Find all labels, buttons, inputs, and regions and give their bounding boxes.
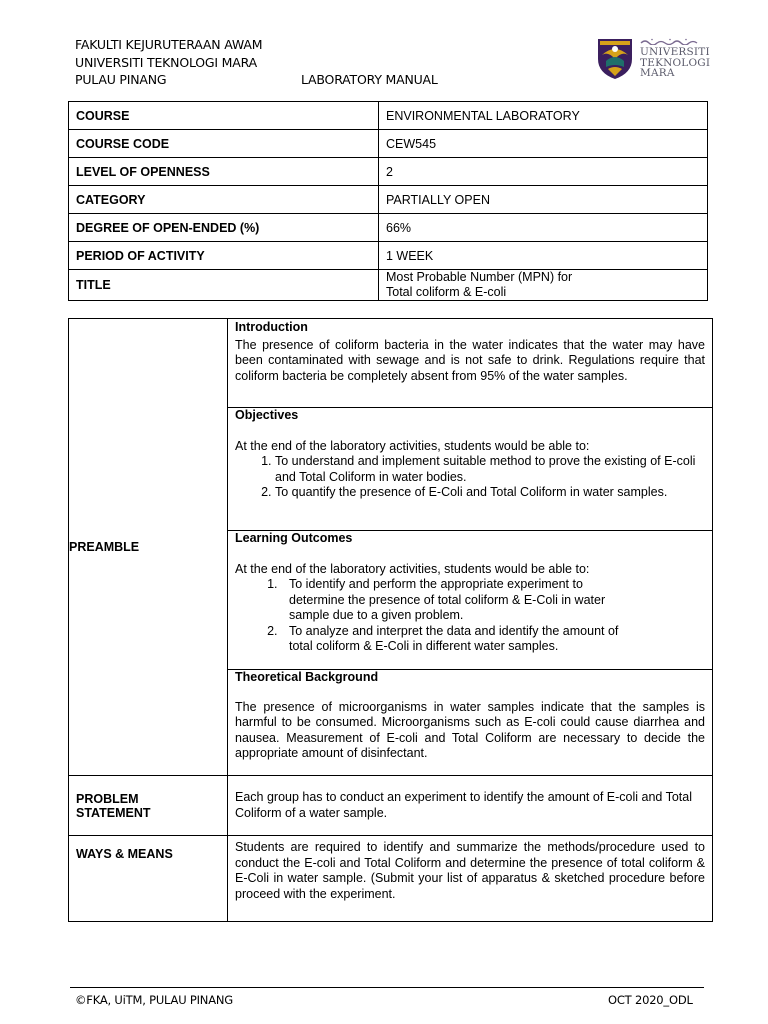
problem-label-line-2: STATEMENT [76, 805, 151, 820]
info-key: COURSE [69, 102, 379, 130]
info-value [379, 270, 708, 301]
ways-row [69, 836, 713, 922]
university-name: UNIVERSITI TEKNOLOGI MARA [75, 54, 257, 70]
learning-outcomes-lead: At the end of the laboratory activities, students would be able to: [235, 561, 590, 576]
objectives-cell [228, 408, 713, 531]
info-value: 1 WEEK [379, 242, 708, 270]
objectives-lead: At the end of the laboratory activities, students would be able to: [235, 438, 590, 453]
problem-label-line-1: PROBLEM [76, 791, 139, 806]
objectives-title: Objectives [235, 408, 299, 422]
info-value: 2 [379, 158, 708, 186]
info-value: PARTIALLY OPEN [379, 186, 708, 214]
info-value: ENVIRONMENTAL LABORATORY [379, 102, 708, 130]
document-type: LABORATORY MANUAL [301, 72, 438, 87]
footer-divider [70, 987, 704, 988]
introduction-row [69, 319, 713, 408]
theory-title: Theoretical Background [235, 670, 379, 684]
info-value: CEW545 [379, 130, 708, 158]
learning-outcome-item: 2. To analyze and interpret the data and identify the amount of total coliform & E-Coli in different water samples. [281, 624, 641, 655]
learning-outcome-item: 1. To identify and perform the appropriate experiment to determine the presence of total coliform & E-Coli in water sample due to a given problem. [281, 577, 641, 624]
lab-content-table [68, 318, 713, 922]
info-key: DEGREE OF OPEN-ENDED (%) [69, 214, 379, 242]
logo-line-1: UNIVERSITI [640, 46, 710, 58]
theory-text: The presence of microorganisms in water samples indicate that the samples is harmful to be consumed. Microorganisms such as E-coli could cause diarrhea and nausea. Measurement of E-coli and Total Coliform are necessary to decide the appropriate amount of disinfectant. [235, 699, 705, 760]
footer-copyright: ©FKA, UiTM, PULAU PINANG [75, 993, 233, 1007]
learning-outcomes-title: Learning Outcomes [235, 531, 353, 545]
introduction-text: The presence of coliform bacteria in the water indicates that the water may have been contaminated with sewage and is not safe to drink. Regulations require that coliform bacteria be completely absent from 95% of the water samples. [235, 337, 705, 383]
logo-line-3: MARA [640, 67, 675, 79]
jawi-script-icon [640, 38, 700, 45]
info-row-period [69, 242, 708, 270]
info-row-category [69, 186, 708, 214]
problem-label [69, 776, 228, 836]
info-key: LEVEL OF OPENNESS [69, 158, 379, 186]
problem-row [69, 776, 713, 836]
info-row-course-code [69, 130, 708, 158]
introduction-cell [228, 319, 713, 408]
objective-item: 1. To understand and implement suitable method to prove the existing of E-coli and Total Coliform in water bodies. [275, 454, 705, 485]
info-key: PERIOD OF ACTIVITY [69, 242, 379, 270]
faculty-name: FAKULTI KEJURUTERAAN AWAM [75, 37, 263, 52]
info-row-title [69, 270, 708, 301]
ways-text: Students are required to identify and summarize the methods/procedure used to conduct the E-coli and Total Coliform and determine the presence of total coliform & E-Coli in water sample. (Submit your list of apparatus & sketched procedure before proceed with the experiment. [228, 836, 713, 922]
info-row-degree [69, 214, 708, 242]
info-key: COURSE CODE [69, 130, 379, 158]
course-info-table [68, 101, 708, 301]
info-row-openness [69, 158, 708, 186]
logo-wordmark [640, 47, 710, 79]
info-row-course [69, 102, 708, 130]
footer-edition: OCT 2020_ODL [608, 993, 693, 1007]
preamble-label: PREAMBLE [69, 319, 228, 776]
title-line-1: Most Probable Number (MPN) for [386, 270, 573, 284]
logo-line-2: TEKNOLOGI [640, 56, 711, 69]
problem-text: Each group has to conduct an experiment to identify the amount of E-coli and Total Coliform of a water sample. [228, 776, 713, 836]
objective-item: 2. To quantify the presence of E-Coli and Total Coliform in water samples. [275, 485, 705, 501]
learning-outcomes-cell [228, 531, 713, 670]
info-key: CATEGORY [69, 186, 379, 214]
objectives-list [235, 454, 705, 501]
title-line-2: Total coliform & E-coli [386, 285, 507, 299]
info-key: TITLE [69, 270, 379, 301]
faculty-header [75, 36, 262, 89]
info-value: 66% [379, 214, 708, 242]
theory-cell [228, 670, 713, 776]
introduction-title: Introduction [235, 320, 308, 334]
learning-outcomes-list [235, 577, 641, 655]
campus-name: PULAU PINANG [75, 72, 167, 87]
ways-label: WAYS & MEANS [69, 836, 228, 922]
